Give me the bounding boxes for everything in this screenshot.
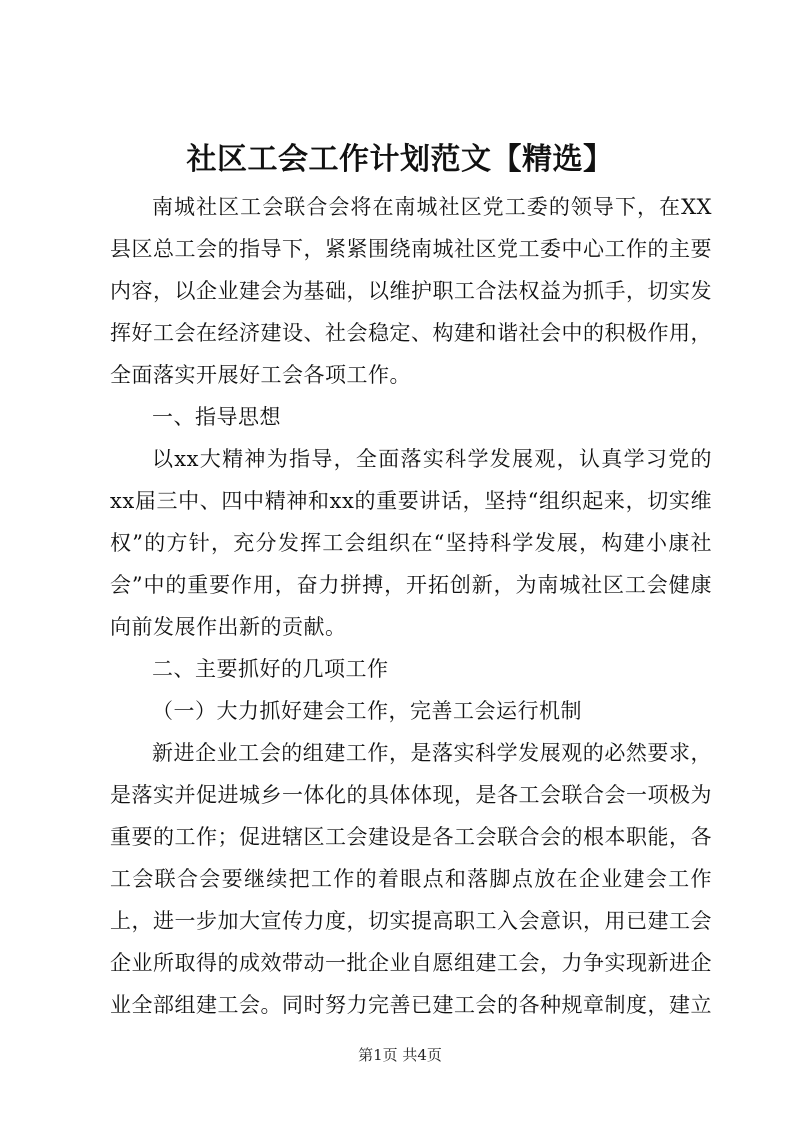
section-heading-main-work: 二、主要抓好的几项工作 <box>152 657 389 681</box>
intro-paragraph: 南城社区工会联合会将在南城社区党工委的领导下，在XX县区总工会的指导下，紧紧围绕南城社区党工委中心工作的主要内容，以企业建会为基础，以维护职工合法权益为抓手，切实发挥好工会在经济建设、社会稳定、构建和谐社会中的积极作用，全面落实开展好工会各项工作。 <box>110 195 712 387</box>
page-title: 社区工会工作计划范文【精选】 <box>186 142 614 177</box>
document-body <box>110 186 712 1026</box>
subsection-1-paragraph: 新进企业工会的组建工作，是落实科学发展观的必然要求，是落实并促进城乡一体化的具体体现，是各工会联合会一项极为重要的工作；促进辖区工会建设是各工会联合会的根本职能，各工会联合会要继续把工作的着眼点和落脚点放在企业建会工作上，进一步加大宣传力度，切实提高职工入会意识，用已建工会企业所取得的成效带动一批企业自愿组建工会，力争实现新进企业全部组建工会。同时努力完善已建工会的各种规章制度，建立 <box>110 741 712 1017</box>
guiding-ideology-paragraph: 以xx大精神为指导，全面落实科学发展观，认真学习党的xx届三中、四中精神和xx的重要讲话，坚持“组织起来，切实维权”的方针，充分发挥工会组织在“坚持科学发展，构建小康社会”中的重要作用，奋力拼搏，开拓创新，为南城社区工会健康向前发展作出新的贡献。 <box>110 447 712 639</box>
subsection-heading-1: （一）大力抓好建会工作，完善工会运行机制 <box>152 699 582 723</box>
page-footer: 第1页 共4页 <box>358 1046 442 1064</box>
section-heading-guiding-ideology: 一、指导思想 <box>152 405 281 429</box>
